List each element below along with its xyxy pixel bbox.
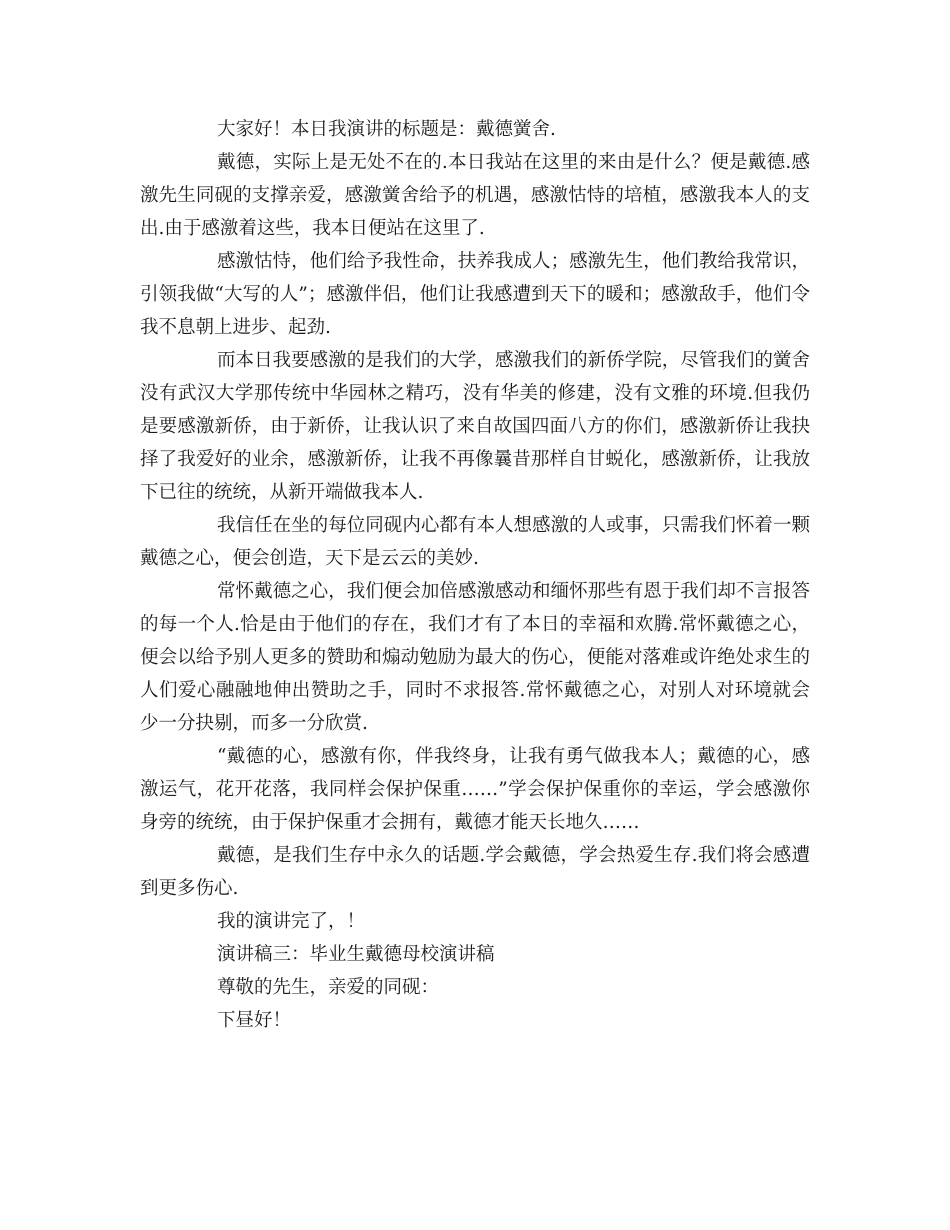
paragraph-3: 感激怙恃，他们给予我性命，扶养我成人；感激先生，他们教给我常识，引领我做“大写的人”；感激伴侣，他们让我感遭到天下的暖和；感激敌手，他们令我不息朝上进步、起劲. <box>140 251 810 338</box>
paragraph-2: 戴德，实际上是无处不在的.本日我站在这里的来由是什么？便是戴德.感激先生同砚的支撑亲爱，感激黉舍给予的机遇，感激怙恃的培植，感激我本人的支出.由于感激着这些，我本日便站在这里了. <box>140 152 810 239</box>
paragraph-7: “戴德的心，感激有你，伴我终身，让我有勇气做我本人；戴德的心，感激运气，花开花落，我同样会保护保重……”学会保护保重你的幸运，学会感激你身旁的统统，由于保护保重才会拥有，戴德才能天长地久…… <box>140 746 810 833</box>
paragraph-8: 戴德，是我们生存中永久的话题.学会戴德，学会热爱生存.我们将会感遭到更多伤心. <box>140 845 810 899</box>
paragraph-9: 我的演讲完了，！ <box>217 911 366 932</box>
paragraph-12: 下昼好！ <box>217 1010 292 1031</box>
paragraph-1: 大家好！本日我演讲的标题是：戴德黉舍. <box>217 119 556 140</box>
paragraph-5: 我信任在坐的每位同砚内心都有本人想感激的人或事，只需我们怀着一颗戴德之心，便会创造，天下是云云的美妙. <box>140 515 810 569</box>
document-body <box>140 113 810 1037</box>
paragraph-4: 而本日我要感激的是我们的大学，感激我们的新侨学院，尽管我们的黉舍没有武汉大学那传统中华园林之精巧，没有华美的修建，没有文雅的环境.但我仍是要感激新侨，由于新侨，让我认识了来自故国四面八方的你们，感激新侨让我抉择了我爱好的业余，感激新侨，让我不再像曩昔那样自甘蜕化，感激新侨，让我放下已往的统统，从新开端做我本人. <box>140 350 810 503</box>
paragraph-11: 尊敬的先生，亲爱的同砚： <box>217 977 440 998</box>
paragraph-6: 常怀戴德之心，我们便会加倍感激感动和缅怀那些有恩于我们却不言报答的每一个人.恰是由于他们的存在，我们才有了本日的幸福和欢腾.常怀戴德之心，便会以给予别人更多的赞助和煽动勉励为最大的伤心，便能对落难或许绝处求生的人们爱心融融地伸出赞助之手，同时不求报答.常怀戴德之心，对别人对环境就会少一分抉剔，而多一分欣赏. <box>140 581 810 734</box>
paragraph-10: 演讲稿三：毕业生戴德母校演讲稿 <box>217 944 495 965</box>
